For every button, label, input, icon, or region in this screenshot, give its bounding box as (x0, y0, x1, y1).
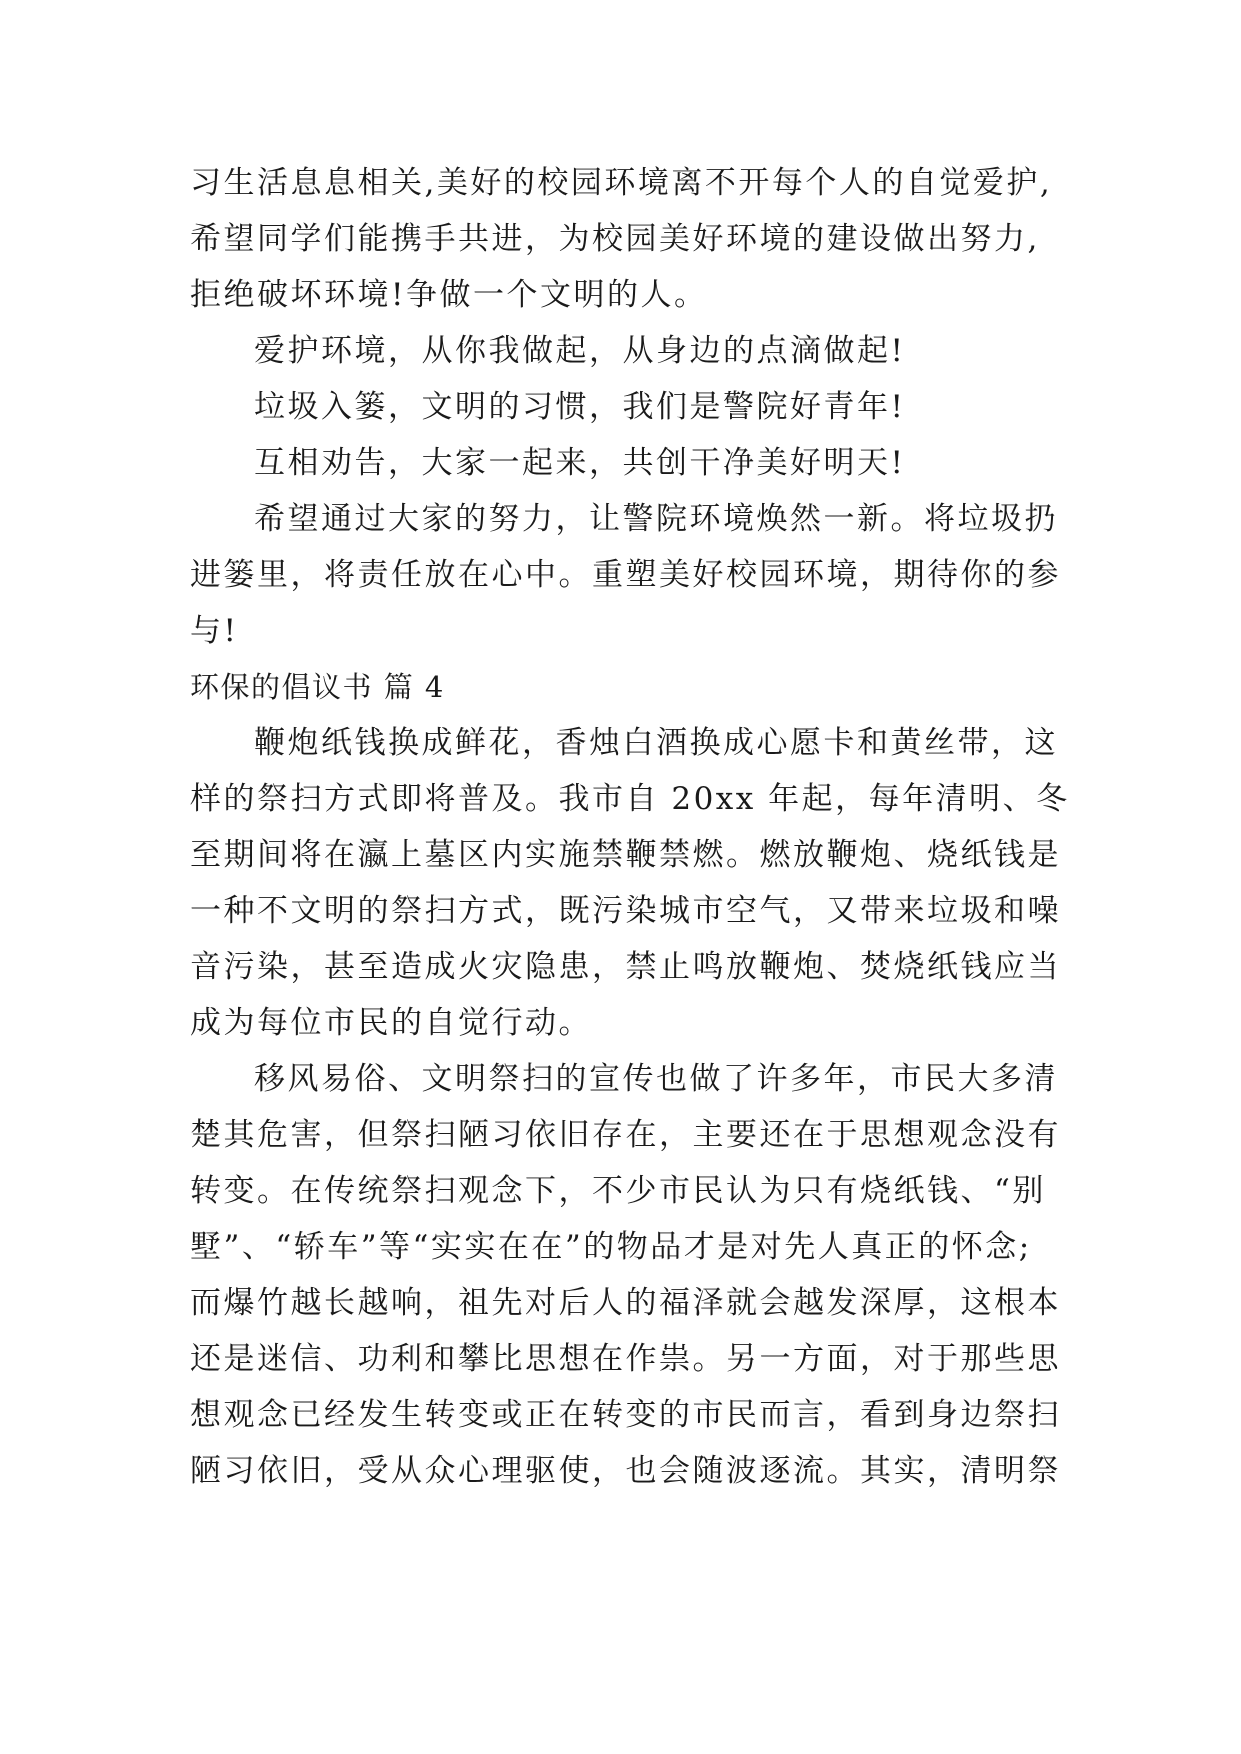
text-line: 成为每位市民的自觉行动。 (190, 1005, 592, 1041)
text-line: 陋习依旧，受从众心理驱使，也会随波逐流。其实，清明祭 (190, 1453, 1061, 1489)
text-line: 拒绝破坏环境!争做一个文明的人。 (190, 277, 708, 313)
text-line: 转变。在传统祭扫观念下，不少市民认为只有烧纸钱、“别 (190, 1173, 1046, 1209)
text-line: 一种不文明的祭扫方式，既污染城市空气，又带来垃圾和噪 (190, 893, 1061, 929)
paragraph-start: 鞭炮纸钱换成鲜花，香烛白酒换成心愿卡和黄丝带，这 (254, 725, 1058, 761)
slogan-line: 爱护环境，从你我做起，从身边的点滴做起! (254, 333, 906, 369)
section-heading: 环保的倡议书 篇 4 (190, 670, 445, 704)
text-line: 还是迷信、功利和攀比思想在作祟。另一方面，对于那些思 (190, 1341, 1061, 1377)
text-line: 至期间将在瀛上墓区内实施禁鞭禁燃。燃放鞭炮、烧纸钱是 (190, 837, 1061, 873)
text-line: 墅”、“轿车”等“实实在在”的物品才是对先人真正的怀念; (190, 1229, 1032, 1265)
text-line: 进篓里，将责任放在心中。重塑美好校园环境，期待你的参 (190, 557, 1061, 593)
paragraph-start: 希望通过大家的努力，让警院环境焕然一新。将垃圾扔 (254, 501, 1058, 537)
text-line: 音污染，甚至造成火灾隐患，禁止鸣放鞭炮、焚烧纸钱应当 (190, 949, 1061, 985)
text-line: 希望同学们能携手共进，为校园美好环境的建设做出努力, (190, 221, 1040, 257)
text-line: 楚其危害，但祭扫陋习依旧存在，主要还在于思想观念没有 (190, 1117, 1061, 1153)
document-body (190, 155, 1070, 1499)
text-line: 样的祭扫方式即将普及。我市自 20xx 年起，每年清明、冬 (190, 781, 1070, 817)
slogan-line: 垃圾入篓，文明的习惯，我们是警院好青年! (254, 389, 906, 425)
text-line: 想观念已经发生转变或正在转变的市民而言，看到身边祭扫 (190, 1397, 1061, 1433)
slogan-line: 互相劝告，大家一起来，共创干净美好明天! (254, 445, 906, 481)
text-line: 与! (190, 613, 239, 649)
paragraph-start: 移风易俗、文明祭扫的宣传也做了许多年，市民大多清 (254, 1061, 1058, 1097)
text-line: 习生活息息相关,美好的校园环境离不开每个人的自觉爱护, (190, 165, 1053, 201)
text-line: 而爆竹越长越响，祖先对后人的福泽就会越发深厚，这根本 (190, 1285, 1061, 1321)
